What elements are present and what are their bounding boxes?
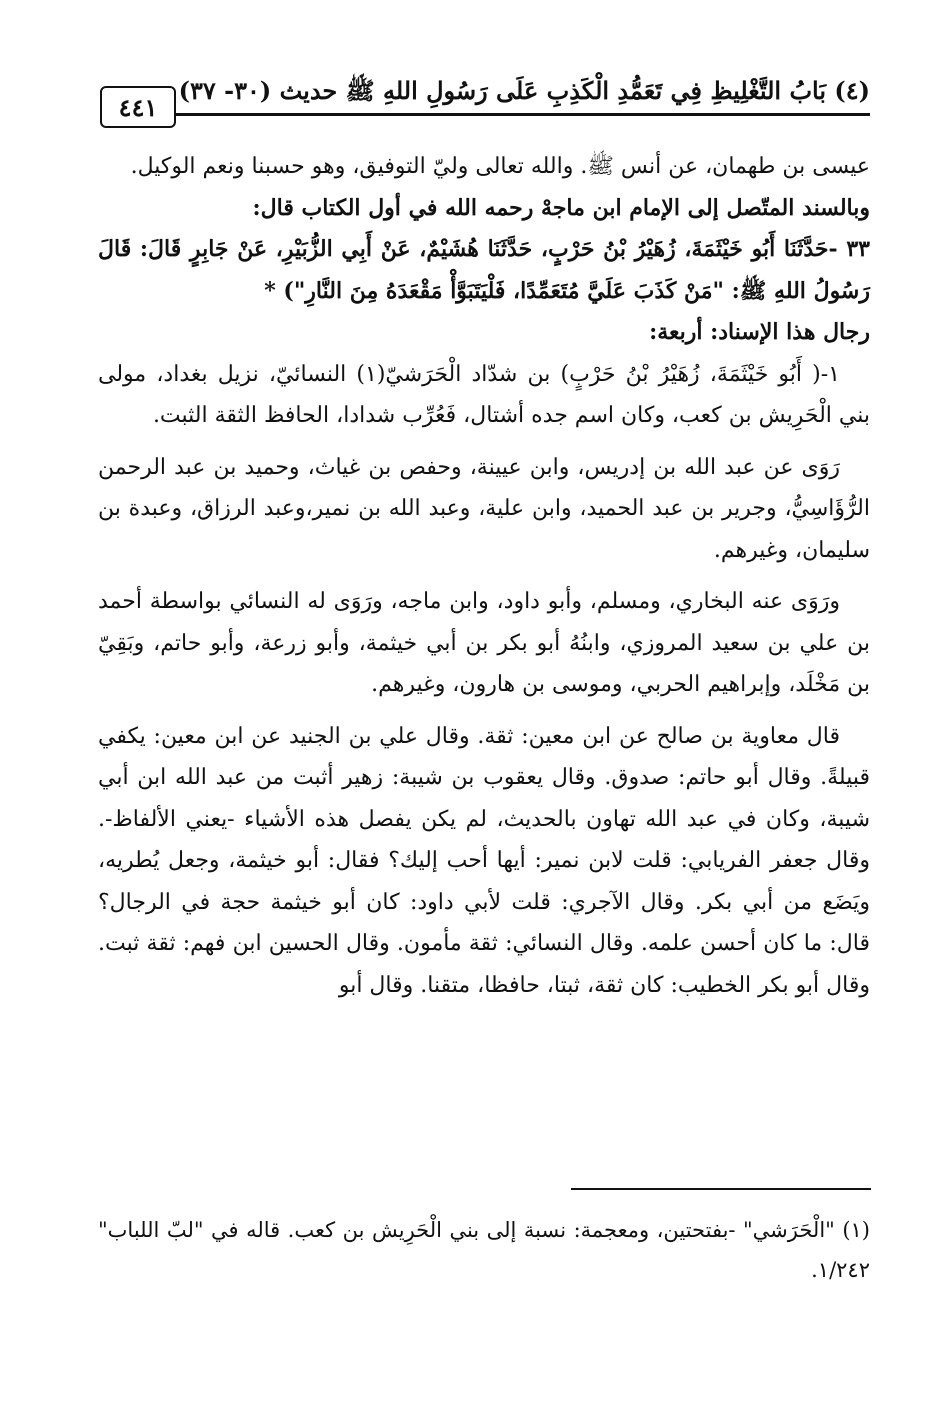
narrators-heading: رجال هذا الإسناد: أربعة: <box>649 319 870 345</box>
page-header <box>100 68 870 128</box>
chain-heading: وبالسند المتّصل إلى الإمام ابن ماجهْ رحمه الله في أول الكتاب قال: <box>252 194 870 221</box>
narrated-by: ورَوَى عنه البخاري، ومسلم، وأبو داود، وابن ماجه، ورَوَى له النسائي بواسطة أحمد بن علي بن سعيد المروزي، وابنُهُ أبو بكر بن أبي خيثمة، وأبو زرعة، وأبو حاتم، وبَقِيّ بن مَخْلَد، وإبراهيم الحربي، وموسى بن هارون، وغيرهم. <box>98 589 870 697</box>
hadith-text: ٣٣ -حَدَّثَنَا أَبُو خَيْثَمَةَ، زُهَيْرُ بْنُ حَرْبٍ، حَدَّثَنَا هُشَيْمٌ، عَنْ أَبِي الزُّبَيْرِ، عَنْ جَابِرٍ قَالَ: قَالَ رَسُولُ اللهِ ﷺ: "مَنْ كَذَبَ عَلَيَّ مُتَعَمِّدًا، فَلْيَتَبَوَّأْ مَقْعَدَهُ مِنَ النَّارِ") * <box>98 236 870 304</box>
scholar-opinions: قال معاوية بن صالح عن ابن معين: ثقة. وقال علي بن الجنيد عن ابن معين: يكفي قبيلةً. وقال أبو حاتم: صدوق. وقال يعقوب بن شيبة: زهير أثبت من عبد الله ابن أبي شيبة، وكان في عبد الله تهاون بالحديث، لم يكن يفصل هذه الأشياء -يعني الألفاظ-. وقال جعفر الفريابي: قلت لابن نمير: أيها أحب إليك؟ فقال: أبو خيثمة، وجعل يُطريه، ويَضَع من أبي بكر. وقال الآجري: قلت لأبي داود: كان أبو خيثمة حجة في الرجال؟ قال: ما كان أحسن علمه. وقال النسائي: ثقة مأمون. وقال الحسين ابن فهم: ثقة ثبت. وقال أبو بكر الخطيب: كان ثقة، ثبتا، حافظا، متقنا. وقال أبو <box>98 723 870 998</box>
narrated-from: رَوَى عن عبد الله بن إدريس، وابن عيينة، وحفص بن غياث، وحميد بن عبد الرحمن الرُّؤَاسِيُّ، وجرير بن عبد الحميد، وابن علية، وعبد الله بن نمير،وعبد الرزاق، وعبدة بن سليمان، وغيرهم. <box>98 454 870 563</box>
page-body <box>98 146 870 1006</box>
running-title: (٤) بَابُ التَّغْلِيظِ فِي تَعَمُّدِ الْكَذِبِ عَلَى رَسُولِ اللهِ ﷺ حديث (٣٠- ٣٧) <box>178 76 870 105</box>
page-number: ٤٤١ <box>100 86 176 128</box>
footnote-rule <box>571 1188 871 1190</box>
footnote-1: (١) "الْحَرَشي" -بفتحتين، ومعجمة: نسبة إلى بني الْحَرِيش بن كعب. قاله في "لبّ اللباب" ١/٢٤٢. <box>98 1218 870 1282</box>
header-rule <box>170 113 870 116</box>
paragraph-1: عيسى بن طهمان، عن أنس ﷺ. والله تعالى وليّ التوفيق، وهو حسبنا ونعم الوكيل. <box>130 154 870 179</box>
narrator-entry: ١-( أَبُو خَيْثَمَةَ، زُهَيْرُ بْنُ حَرْبٍ) بن شدّاد الْحَرَشيّ(١) النسائيّ، نزيل بغداد، مولى بني الْحَرِيش بن كعب، وكان اسم جده أشتال، فَعُرِّب شدادا، الحافظ الثقة الثبت. <box>98 361 870 428</box>
